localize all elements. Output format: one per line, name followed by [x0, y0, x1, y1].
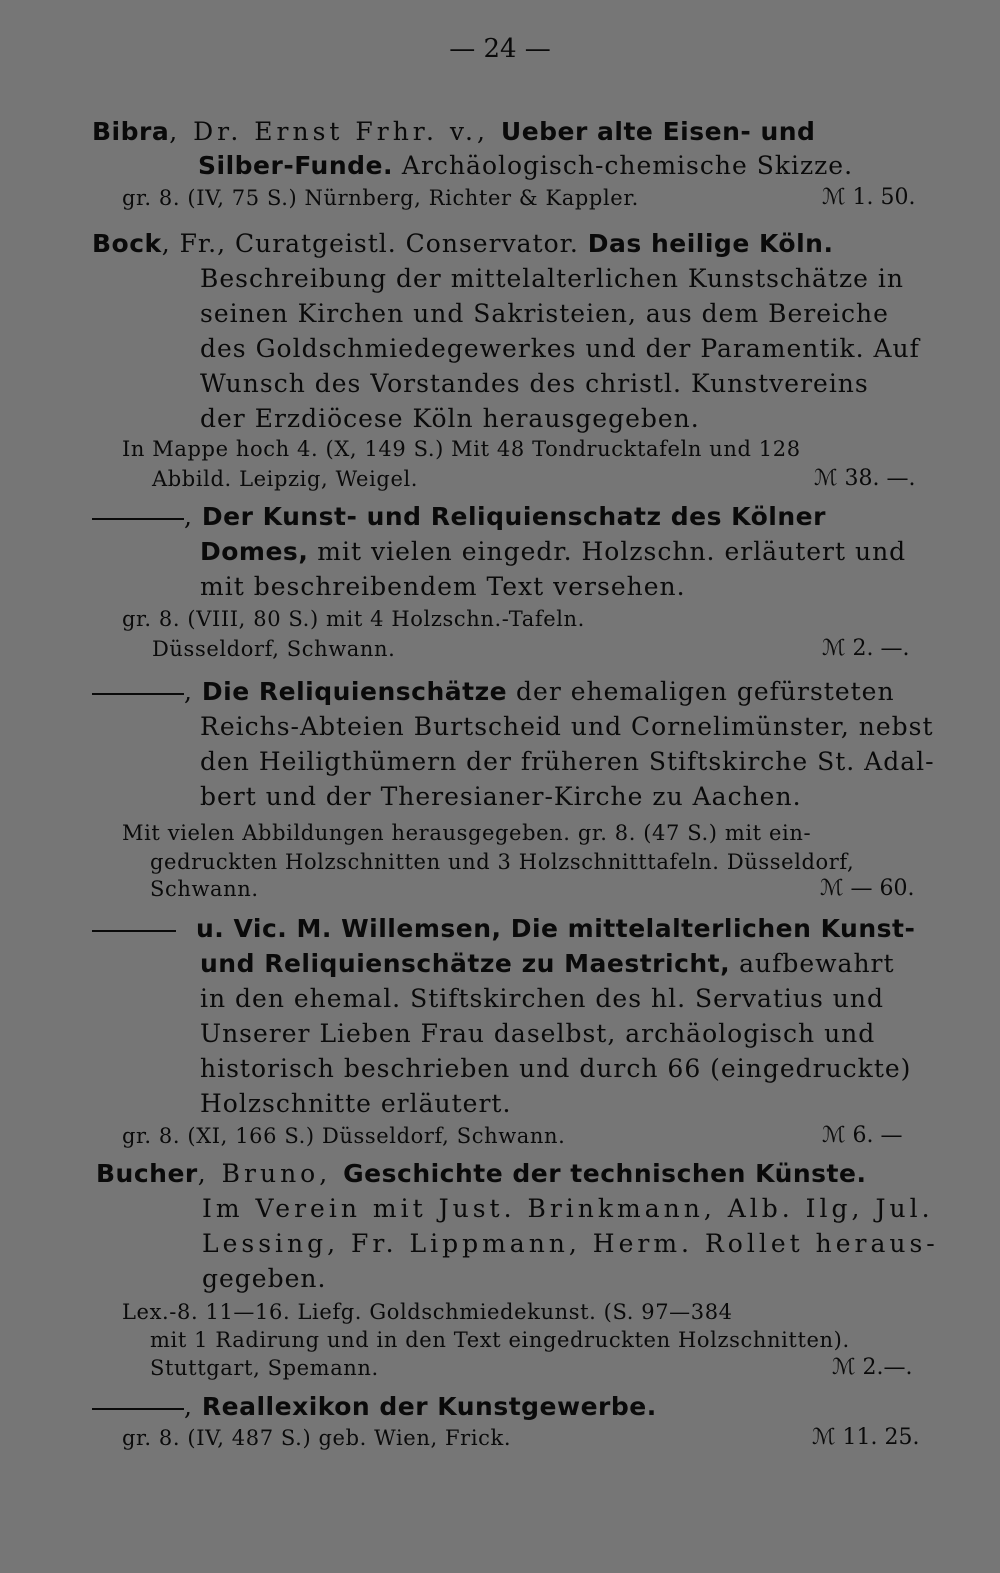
- author-name: Bock: [92, 229, 162, 258]
- price: ℳ 2. —.: [822, 636, 910, 661]
- price: ℳ — 60.: [820, 876, 915, 901]
- description-line: seinen Kirchen und Sakristeien, aus dem Bereiche: [200, 299, 889, 328]
- imprint: gr. 8. (XI, 166 S.) Düsseldorf, Schwann.: [122, 1124, 566, 1148]
- author-details: , Dr. Ernst Frhr. v.,: [169, 117, 501, 146]
- book-title: und Reliquienschätze zu Maestricht,: [200, 949, 731, 978]
- book-title: Die Reliquienschätze: [201, 677, 508, 706]
- page-number: — 24 —: [449, 34, 551, 64]
- entry-kunstschatz-line-1: [92, 502, 826, 532]
- imprint: gr. 8. (IV, 75 S.) Nürnberg, Richter & Kappler.: [122, 186, 639, 210]
- entry-maestricht-line-1: [92, 914, 915, 944]
- imprint: Düsseldorf, Schwann.: [152, 637, 396, 661]
- description-line: Lessing, Fr. Lippmann, Herm. Rollet heraus-: [202, 1229, 939, 1258]
- description-line: gegeben.: [202, 1264, 327, 1293]
- book-description: aufbewahrt: [730, 949, 895, 978]
- entry-bibra-line-1: [92, 117, 815, 147]
- book-description: Archäologisch-chemische Skizze.: [392, 151, 854, 180]
- imprint: gr. 8. (IV, 487 S.) geb. Wien, Frick.: [122, 1426, 512, 1450]
- imprint: gr. 8. (VIII, 80 S.) mit 4 Holzschn.-Tafeln.: [122, 607, 585, 631]
- book-title: Die mittelalterlichen Kunst-: [501, 914, 916, 943]
- ditto-dash: [92, 1408, 184, 1410]
- book-title: Ueber alte Eisen- und: [500, 117, 816, 146]
- book-description: mit vielen eingedr. Holzschn. erläutert und: [308, 537, 907, 566]
- ditto-dash: [92, 693, 184, 695]
- description-line: Beschreibung der mittelalterlichen Kunstschätze in: [200, 264, 905, 293]
- book-title: Silber-Funde.: [198, 151, 393, 180]
- ditto-dash: [92, 930, 176, 932]
- entry-bock-line-1: [92, 229, 833, 259]
- description-line: Holzschnitte erläutert.: [200, 1089, 512, 1118]
- book-title: Das heilige Köln.: [587, 229, 834, 258]
- entry-maestricht-line-2: [200, 949, 895, 979]
- entry-reliquienschaetze-line-1: [92, 677, 895, 707]
- entry-kunstschatz-line-2: [200, 537, 906, 567]
- ditto-dash: [92, 518, 184, 520]
- description-line: der Erzdiöcese Köln herausgegeben.: [200, 404, 700, 433]
- author-details: , Fr., Curatgeistl. Conservator.: [161, 229, 588, 258]
- imprint: In Mappe hoch 4. (X, 149 S.) Mit 48 Tondrucktafeln und 128: [122, 437, 801, 461]
- price: ℳ 11. 25.: [812, 1425, 920, 1450]
- description-line: bert und der Theresianer-Kirche zu Aachen.: [200, 782, 802, 811]
- coauthor-name: u. Vic. M. Willemsen,: [196, 914, 502, 943]
- author-details: , Bruno,: [197, 1159, 344, 1188]
- author-name: Bucher: [96, 1159, 198, 1188]
- book-title: Domes,: [200, 537, 309, 566]
- description-line: in den ehemal. Stiftskirchen des hl. Servatius und: [200, 984, 885, 1013]
- entry-bucher-line-1: [96, 1159, 866, 1189]
- description-line: den Heiligthümern der früheren Stiftskirche St. Adal-: [200, 747, 935, 776]
- description-line: Reichs-Abteien Burtscheid und Cornelimünster, nebst: [200, 712, 934, 741]
- book-description: der ehemaligen gefürsteten: [507, 677, 895, 706]
- entry-bibra-line-2: [198, 151, 853, 181]
- description-line: historisch beschrieben und durch 66 (eingedruckte): [200, 1054, 912, 1083]
- imprint: Abbild. Leipzig, Weigel.: [152, 467, 419, 491]
- imprint: gedruckten Holzschnitten und 3 Holzschnitttafeln. Düsseldorf,: [150, 850, 855, 874]
- description-line: Unserer Lieben Frau daselbst, archäologisch und: [200, 1019, 876, 1048]
- description-line: mit beschreibendem Text versehen.: [200, 572, 686, 601]
- price: ℳ 1. 50.: [822, 185, 916, 210]
- book-title: Reallexikon der Kunstgewerbe.: [201, 1392, 657, 1421]
- description-line: des Goldschmiedegewerkes und der Paramentik. Auf: [200, 334, 920, 363]
- price: ℳ 6. —: [822, 1123, 903, 1148]
- imprint: Mit vielen Abbildungen herausgegeben. gr. 8. (47 S.) mit ein-: [122, 821, 812, 845]
- price: ℳ 2.—.: [832, 1355, 913, 1380]
- separator-comma: ,: [184, 677, 202, 706]
- separator-comma: ,: [184, 1392, 202, 1421]
- separator-comma: ,: [184, 502, 202, 531]
- description-line: Im Verein mit Just. Brinkmann, Alb. Ilg, Jul.: [202, 1194, 934, 1223]
- imprint: mit 1 Radirung und in den Text eingedruckten Holzschnitten).: [150, 1328, 850, 1352]
- description-line: Wunsch des Vorstandes des christl. Kunstvereins: [200, 369, 869, 398]
- author-name: Bibra: [92, 117, 170, 146]
- imprint: Schwann.: [150, 877, 259, 901]
- imprint: Stuttgart, Spemann.: [150, 1356, 379, 1380]
- book-title: Geschichte der technischen Künste.: [343, 1159, 867, 1188]
- price: ℳ 38. —.: [814, 466, 916, 491]
- book-title: Der Kunst- und Reliquienschatz des Kölner: [201, 502, 826, 531]
- imprint: Lex.-8. 11—16. Liefg. Goldschmiedekunst. (S. 97—384: [122, 1300, 733, 1324]
- entry-reallexikon-line-1: [92, 1392, 657, 1422]
